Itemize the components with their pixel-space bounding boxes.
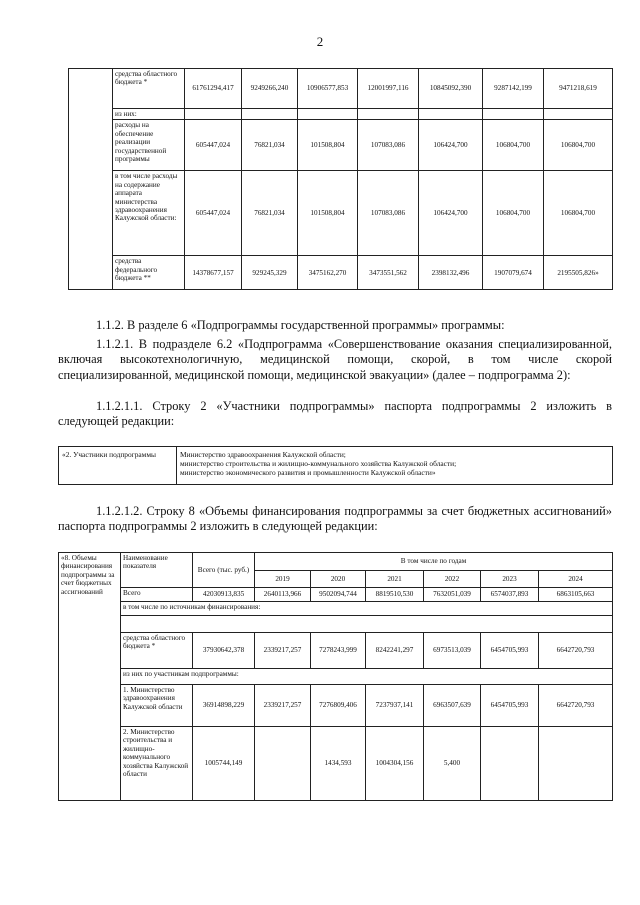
- value-cell: 106424,700: [419, 120, 483, 171]
- row-label: «2. Участники подпрограммы: [59, 447, 177, 485]
- table-row: [59, 727, 613, 801]
- value-cell: 1434,593: [311, 727, 366, 801]
- value-cell: 7632051,039: [424, 588, 481, 602]
- value-cell: 1004304,156: [366, 727, 424, 801]
- value-cell: 37930642,378: [193, 633, 255, 669]
- value-cell: 3473551,562: [358, 256, 419, 290]
- participant-line: министерство строительства и жилищно-коммунального хозяйства Калужской области;: [180, 459, 457, 469]
- value-cell: 106804,700: [483, 171, 544, 256]
- value-cell: 9287142,199: [483, 69, 544, 109]
- row-label: 1. Министерство здравоохранения Калужской области: [121, 685, 193, 727]
- value-cell: 605447,024: [185, 120, 242, 171]
- funding-table-continuation: [68, 68, 613, 290]
- participant-line: Министерство здравоохранения Калужской области;: [180, 450, 346, 459]
- table-row: [59, 685, 613, 727]
- row-label: 2. Министерство строительства и жилищно-коммунального хозяйства Калужской области: [121, 727, 193, 801]
- table-row: [69, 109, 613, 120]
- value-cell: [539, 727, 613, 801]
- value-cell: 1005744,149: [193, 727, 255, 801]
- value-cell: 3475162,270: [298, 256, 358, 290]
- value-cell: 6863105,663: [539, 588, 613, 602]
- value-cell: 106424,700: [419, 171, 483, 256]
- value-cell: 107083,086: [358, 171, 419, 256]
- paragraph-1-1-2: 1.1.2. В разделе 6 «Подпрограммы государственной программы» программы:: [96, 318, 505, 332]
- value-cell: 76821,034: [242, 120, 298, 171]
- column-header: В том числе по годам: [255, 553, 613, 571]
- value-cell: 9249266,240: [242, 69, 298, 109]
- value-cell: 6642720,793: [539, 633, 613, 669]
- value-cell: 7276809,406: [311, 685, 366, 727]
- value-cell: 106804,700: [544, 171, 613, 256]
- column-header: Всего (тыс. руб.): [193, 553, 255, 588]
- year-header: 2024: [539, 571, 613, 588]
- row-label: расходы на обеспечение реализации государственной программы: [113, 120, 185, 171]
- participants-table: [58, 446, 613, 485]
- value-cell: 7278243,999: [311, 633, 366, 669]
- value-cell: 6454705,993: [481, 685, 539, 727]
- table-row: [59, 633, 613, 669]
- table-row: [69, 171, 613, 256]
- year-header: 2023: [481, 571, 539, 588]
- value-cell: 42030913,835: [193, 588, 255, 602]
- value-cell: [255, 727, 311, 801]
- funding-volume-table: [58, 552, 613, 801]
- value-cell: 6574037,893: [481, 588, 539, 602]
- value-cell: 2339217,257: [255, 633, 311, 669]
- table-row: [69, 256, 613, 290]
- value-cell: 14378677,157: [185, 256, 242, 290]
- value-cell: 929245,329: [242, 256, 298, 290]
- row-label: средства областного бюджета *: [121, 633, 193, 669]
- year-header: 2021: [366, 571, 424, 588]
- value-cell: [481, 727, 539, 801]
- year-header: 2022: [424, 571, 481, 588]
- blank-cell: [69, 69, 113, 290]
- value-cell: 106804,700: [544, 120, 613, 171]
- value-cell: 1907079,674: [483, 256, 544, 290]
- value-cell: 101508,804: [298, 120, 358, 171]
- value-cell: 8242241,297: [366, 633, 424, 669]
- value-cell: 10906577,853: [298, 69, 358, 109]
- value-cell: 12001997,116: [358, 69, 419, 109]
- row-label: средства областного бюджета *: [113, 69, 185, 109]
- year-header: 2019: [255, 571, 311, 588]
- value-cell: 8819510,530: [366, 588, 424, 602]
- value-cell: 2195505,826»: [544, 256, 613, 290]
- value-cell: 107083,086: [358, 120, 419, 171]
- value-cell: 6973513,039: [424, 633, 481, 669]
- value-cell: 106804,700: [483, 120, 544, 171]
- column-header: Наименование показателя: [121, 553, 193, 588]
- year-header: 2020: [311, 571, 366, 588]
- table-row: [59, 602, 613, 616]
- value-cell: 6454705,993: [481, 633, 539, 669]
- table-row: [59, 616, 613, 633]
- row-label: в том числе расходы на содержание аппарата министерства здравоохранения Калужской области:: [113, 171, 185, 256]
- value-cell: 2339217,257: [255, 685, 311, 727]
- paragraph-1-1-2-1-1: 1.1.2.1.1. Строку 2 «Участники подпрограммы» паспорта подпрограммы 2 изложить в следующей редакции:: [58, 399, 612, 429]
- page-number: 2: [316, 34, 324, 49]
- table-row: [69, 69, 613, 109]
- table-row: [59, 669, 613, 685]
- participants-list: [177, 447, 613, 485]
- paragraph-1-1-2-1-2: 1.1.2.1.2. Строку 8 «Объемы финансирования подпрограммы за счет бюджетных ассигнований» паспорта подпрограммы 2 изложить в следующей редакции:: [58, 504, 612, 534]
- value-cell: 61761294,417: [185, 69, 242, 109]
- value-cell: 36914898,229: [193, 685, 255, 727]
- value-cell: 6963507,639: [424, 685, 481, 727]
- participant-line: министерство экономического развития и промышленности Калужской области»: [180, 468, 436, 478]
- value-cell: 5,400: [424, 727, 481, 801]
- row-label: «8. Объемы финансирования подпрограммы за счет бюджетных ассигнований: [59, 553, 121, 801]
- value-cell: 2640113,966: [255, 588, 311, 602]
- value-cell: 10845092,390: [419, 69, 483, 109]
- value-cell: 76821,034: [242, 171, 298, 256]
- header-row: [59, 553, 613, 571]
- value-cell: 605447,024: [185, 171, 242, 256]
- paragraph-1-1-2-1: 1.1.2.1. В подразделе 6.2 «Подпрограмма «Совершенствование оказания специализированной, включая высокотехнологичную, медицинской помощи, скорой, в том числе скорой специализированной, медицинской помощи, медицинской эвакуации» (далее – подпрограмма 2):: [58, 337, 612, 382]
- section-header: в том числе по источникам финансирования:: [121, 602, 613, 616]
- section-header: из них по участникам подпрограммы:: [121, 669, 613, 685]
- value-cell: 101508,804: [298, 171, 358, 256]
- row-label: средства федерального бюджета **: [113, 256, 185, 290]
- table-row: [59, 447, 613, 485]
- value-cell: 2398132,496: [419, 256, 483, 290]
- row-label: Всего: [121, 588, 193, 602]
- value-cell: 7237937,141: [366, 685, 424, 727]
- value-cell: 9471218,619: [544, 69, 613, 109]
- value-cell: 9502094,744: [311, 588, 366, 602]
- table-row: [69, 120, 613, 171]
- row-label: из них:: [113, 109, 185, 120]
- value-cell: 6642720,793: [539, 685, 613, 727]
- table-row: [59, 588, 613, 602]
